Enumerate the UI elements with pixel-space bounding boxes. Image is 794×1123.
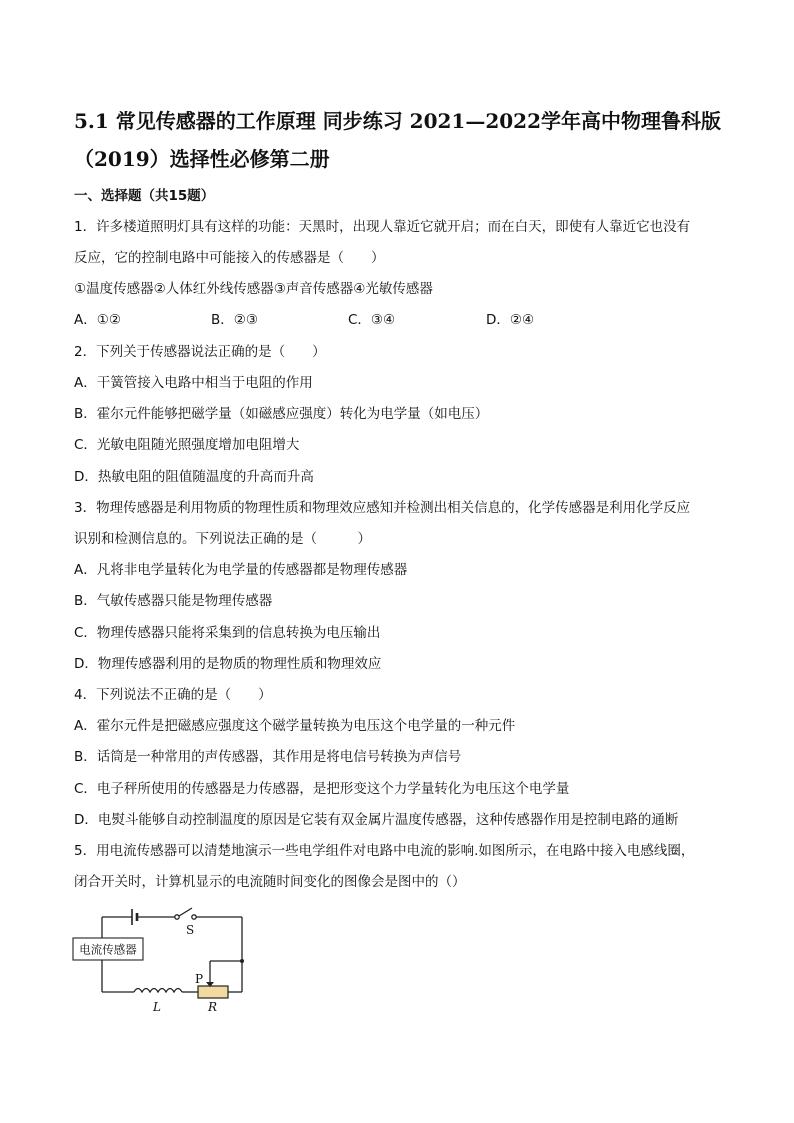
q5-stem-line-2: 闭合开关时，计算机显示的电流随时间变化的图像会是图中的（） <box>74 874 466 890</box>
q1-option-d: D．②④ <box>486 312 535 328</box>
q5-stem-line-1: 5．用电流传感器可以清楚地演示一些电学组件对电路中电流的影响.如图所示，在电路中接入电感线圈， <box>74 843 695 859</box>
q2-option-b: B．霍尔元件能够把磁学量（如磁感应强度）转化为电学量（如电压） <box>74 406 489 422</box>
title-line-1: 5.1 常见传感器的工作原理 同步练习 2021—2022学年高中物理鲁科版 <box>74 109 722 133</box>
title-line-2: （2019）选择性必修第二册 <box>74 147 330 171</box>
q1-option-b: B．②③ <box>211 312 258 328</box>
q3-option-d: D．物理传感器利用的是物质的物理性质和物理效应 <box>74 656 382 672</box>
q3-stem-line-2: 识别和检测信息的。下列说法正确的是（ ） <box>74 531 371 547</box>
section-heading: 一、选择题（共15题） <box>74 188 215 204</box>
q4-option-b: B．话筒是一种常用的声传感器，其作用是将电信号转换为声信号 <box>74 749 462 765</box>
switch-label: S <box>186 923 195 937</box>
q3-stem-line-1: 3．物理传感器是利用物质的物理性质和物理效应感知并检测出相关信息的，化学传感器是利用化学反应 <box>74 500 691 516</box>
resistor-label: R <box>208 1000 218 1014</box>
q2-option-d: D．热敏电阻的阻值随温度的升高而升高 <box>74 469 314 485</box>
q1-stem-line-2: 反应，它的控制电路中可能接入的传感器是（ ） <box>74 250 385 266</box>
document-title <box>74 102 734 178</box>
switch-contact-left <box>175 915 179 919</box>
switch-contact-right <box>192 915 196 919</box>
q4-option-c: C．电子秤所使用的传感器是力传感器，是把形变这个力学量转化为电压这个电学量 <box>74 781 570 797</box>
q1-option-c: C．③④ <box>348 312 396 328</box>
switch-lever <box>179 908 192 916</box>
circuit-diagram <box>70 905 250 1015</box>
inductor-label: L <box>153 1000 161 1014</box>
current-sensor-label: 电流传感器 <box>79 942 137 957</box>
q1-stem-line-1: 1．许多楼道照明灯具有这样的功能：天黑时，出现人靠近它就开启；而在白天，即使有人靠近它也没有 <box>74 219 691 235</box>
slider-label: P <box>195 972 204 986</box>
q1-options <box>74 310 634 330</box>
q2-option-a: A．干簧管接入电路中相当于电阻的作用 <box>74 375 313 391</box>
inductor-coil <box>134 989 182 993</box>
rheostat-resistor <box>198 986 228 998</box>
q1-items: ①温度传感器②人体红外线传感器③声音传感器④光敏传感器 <box>74 281 433 297</box>
q2-option-c: C．光敏电阻随光照强度增加电阻增大 <box>74 437 300 453</box>
q3-option-c: C．物理传感器只能将采集到的信息转换为电压输出 <box>74 625 381 641</box>
junction-dot <box>240 959 244 963</box>
q3-option-b: B．气敏传感器只能是物理传感器 <box>74 593 273 609</box>
q2-stem: 2．下列关于传感器说法正确的是（ ） <box>74 344 326 360</box>
q1-option-a: A．①② <box>74 312 121 328</box>
q4-stem: 4．下列说法不正确的是（ ） <box>74 687 272 703</box>
q3-option-a: A．凡将非电学量转化为电学量的传感器都是物理传感器 <box>74 562 408 578</box>
q4-option-d: D．电熨斗能够自动控制温度的原因是它装有双金属片温度传感器，这种传感器作用是控制电路的通断 <box>74 812 679 828</box>
q4-option-a: A．霍尔元件是把磁感应强度这个磁学量转换为电压这个电学量的一种元件 <box>74 718 516 734</box>
